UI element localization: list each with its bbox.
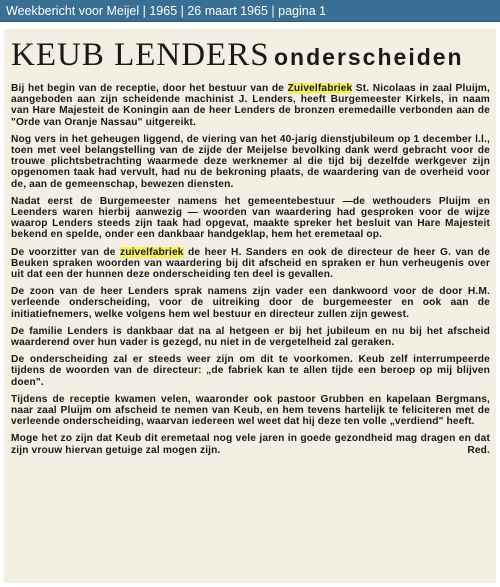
paragraph-7: De onderscheiding zal er steeds weer zijn om dit te voorkomen. Keub zelf interrumpeerde tijdens de woorden van de directeur: „de fabriek kan te allen tijde een beroep op mij blijven doen". xyxy=(11,354,490,388)
paragraph-5: De zoon van de heer Lenders sprak namens zijn vader een dankwoord voor de door H.M. verleende onderscheiding, voor de uitreiking door de burgemeester en ook aan de initiatiefnemers, welke volgens hem wel bestuur en directeur zullen zijn gewest. xyxy=(11,286,490,320)
paragraph-1-text-b: St. Nicolaas in zaal Pluijm, aangeboden aan zijn scheidende machinist J. Lenders, heeft Burgemeester Kirkels, in naam van Hare Majesteit de Koningin aan de heer Lenders de bronzen eremedaille verbonden aan de "Orde van Oranje Nassau" uitgereikt. xyxy=(11,83,490,128)
paragraph-2: Nog vers in het geheugen liggend, de viering van het 40-jarig dienstjubileum op 1 december l.l., toen met veel belangstelling van de zijde der Meijelse bevolking dank werd gebracht voor de trouwe plichtsbetrachting waarmede deze werknemer al die tijd bij dezelfde werkgever zijn opgenomen taak had vervult, had nu de bekroning plaats, de waardering van de overheid voor de, aan de gemeenschap, bewezen diensten. xyxy=(11,133,490,190)
paragraph-6: De familie Lenders is dankbaar dat na al hetgeen er bij het jubileum en nu bij het afscheid waarderend over hun vader is gezegd, nu niet in de vergetelheid zal geraken. xyxy=(11,325,490,349)
page-header xyxy=(0,0,500,22)
article-headline xyxy=(11,33,490,77)
newspaper-clipping xyxy=(4,29,496,583)
search-highlight: Zuivelfabriek xyxy=(287,83,353,94)
paragraph-4-text-a: De voorzitter van de xyxy=(11,246,120,258)
search-highlight: zuivelfabriek xyxy=(119,246,184,258)
header-title: Weekbericht voor Meijel | 1965 | 26 maart 1965 | pagina 1 xyxy=(6,4,327,18)
paragraph-4-text-b: de heer H. Sanders en ook de directeur de heer G. van de Beuken spraken woorden van waardering bij dit afscheid en spraken er hun verheugenis over uit dat een der hunnen deze onderscheiding ten deel is gevallen. xyxy=(11,246,491,281)
paragraph-8: Tijdens de receptie kwamen velen, waaronder ook pastoor Grubben en kapelaan Bergmans, naar zaal Pluijm om afscheid te nemen van Keub, en hem tevens hartelijk te feliciteren met de verleende onderscheiding, waarvan iedereen wel weet dat hij deze ten volle „verdiend" heeft. xyxy=(11,393,490,428)
paragraph-9 xyxy=(11,433,490,455)
headline-main: KEUB LENDERS xyxy=(11,37,270,73)
paragraph-4 xyxy=(11,247,490,281)
paragraph-1-text-a: Bij het begin van de receptie, door het bestuur van de xyxy=(11,83,288,94)
paragraph-3: Nadat eerst de Burgemeester namens het gemeentebestuur —de wethouders Pluijm en Leenders waren hierbij aanwezig — woorden van waardering had gesproken voor de wijze waarop Lenders steeds zijn taak had opgevat, maakte spreker het besluit van Hare Majesteit bekend en spelde, onder een dankbaar handgeklap, hem het eremetaal op. xyxy=(11,195,490,241)
headline-sub: onderscheiden xyxy=(274,44,464,70)
paragraph-9-text: Moge het zo zijn dat Keub dit eremetaal nog vele jaren in goede gezondheid mag dragen en dat zijn vrouw hiervan getuige zal mogen zijn. xyxy=(11,433,490,456)
article-signoff: Red. xyxy=(467,444,490,456)
paragraph-1 xyxy=(11,83,490,128)
